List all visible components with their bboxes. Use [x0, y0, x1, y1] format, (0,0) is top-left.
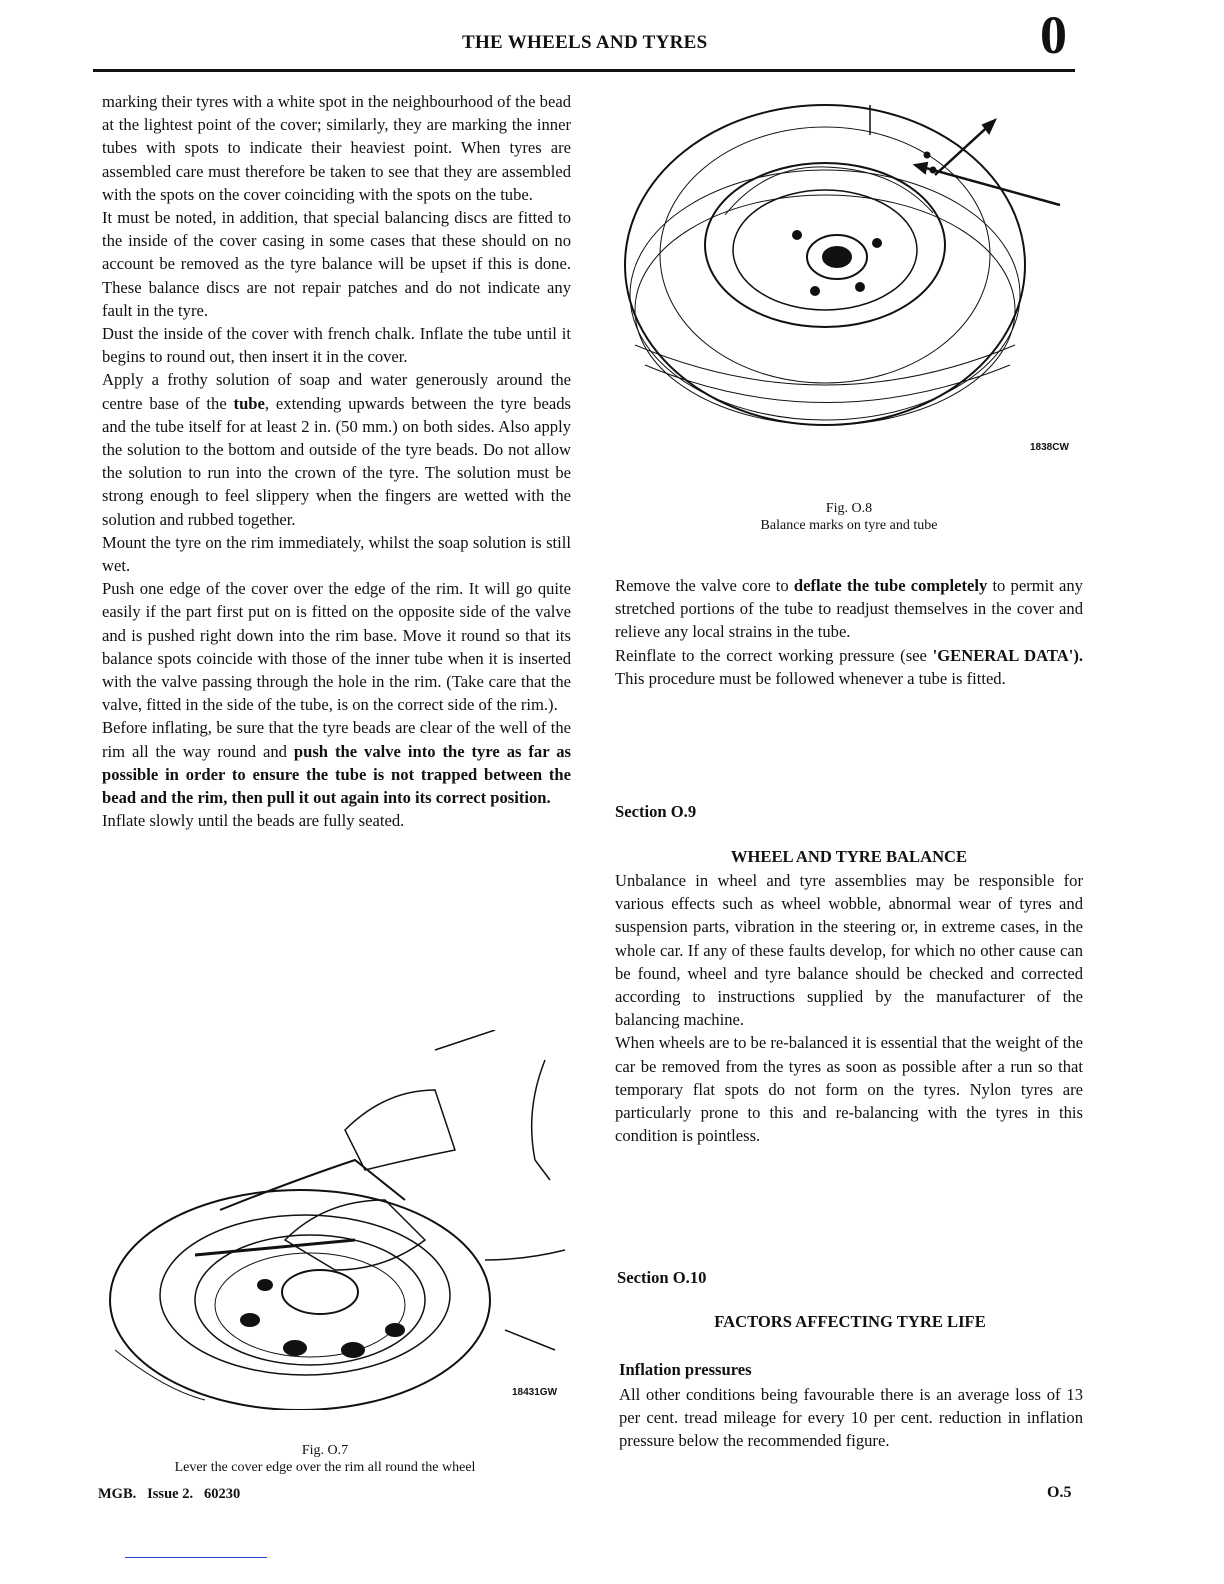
figure-caption [105, 1442, 545, 1476]
paragraph: When wheels are to be re-balanced it is essential that the weight of the car be removed from the tyres as soon as possible after a run so that temporary flat spots do not form on the tyres. Nylon tyres are particularly prone to this and re-balancing with the tyres in this condition is pointless. [615, 1033, 1083, 1146]
paragraph: Mount the tyre on the rim immediately, whilst the soap solution is still wet. [102, 532, 571, 576]
paragraph: marking their tyres with a white spot in the neighbourhood of the bead at the lightest point of the cover; similarly, they are marking the inner tubes with spots to indicate their heaviest point. When tyres are assembled care must therefore be taken to see that they are assembled with the spots on the cover coinciding with the spots on the tube. [102, 92, 571, 204]
paragraph: Unbalance in wheel and tyre assemblies may be responsible for various effects such as wheel wobble, abnormal wear of tyres and suspension parts, vibration in the steering or, in extreme cases, in the whole car. If any of these faults develop, for which no other cause can be found, wheel and tyre balance should be checked and corrected according to instructions supplied by the manufacturer of the balancing machine. [615, 871, 1083, 1030]
figure-caption-text: Lever the cover edge over the rim all round the wheel [174, 1460, 476, 1475]
paragraph: All other conditions being favourable there is an average loss of 13 per cent. tread mileage for every 10 per cent. reduction in inflation pressure below the recommended figure. [619, 1385, 1083, 1451]
section-label: Section O.9 [615, 802, 697, 821]
figure-number: Fig. O.8 [825, 501, 873, 516]
figure-id: 18431GW [512, 1387, 558, 1398]
figure-caption-text: Balance marks on tyre and tube [760, 518, 938, 533]
subheading: Inflation pressures [619, 1360, 752, 1379]
paragraph: It must be noted, in addition, that special balancing discs are fitted to the inside of the cover casing in some cases that these should on no account be removed as the tyre balance will be upset if this is done. These balance discs are not repair patches and do not indicate any fault in the tyre. [102, 208, 571, 320]
footer-issue: MGB. Issue 2. 60230 [98, 1486, 241, 1502]
section-heading: WHEEL AND TYRE BALANCE [730, 847, 968, 866]
figure-id: 1838CW [1030, 442, 1069, 453]
fig-o8-illustration [615, 95, 1085, 445]
hub [282, 1270, 358, 1314]
paragraph: Reinflate to the correct working pressure (see 'GENERAL DATA'). This procedure must be followed whenever a tube is fitted. [615, 645, 1083, 688]
section-text [615, 869, 1083, 1147]
section-heading: FACTORS AFFECTING TYRE LIFE [714, 1312, 986, 1331]
hand [345, 1090, 455, 1170]
paragraph: Before inflating, be sure that the tyre beads are clear of the well of the rim all the way round and push the valve into the tyre as far as possible in order to ensure the tube is not trapped between the bead and the rim, then pull it out again into its correct position. [102, 718, 571, 808]
tyre-outer [110, 1190, 490, 1410]
rim [733, 190, 917, 310]
tyre-lever [195, 1240, 355, 1255]
paragraph: Dust the inside of the cover with french chalk. Inflate the tube until it begins to round out, then insert it in the cover. [102, 324, 571, 367]
left-column-text [102, 90, 571, 833]
figure-caption [615, 500, 1083, 534]
page-number: O.5 [1047, 1484, 1072, 1501]
figure-number: Fig. O.7 [301, 1443, 349, 1458]
footer-divider [125, 1557, 267, 1558]
tyre-outer [625, 105, 1025, 425]
fig-o7-illustration [105, 1030, 575, 1410]
page-title: THE WHEELS AND TYRES [462, 32, 708, 53]
right-column-text [615, 574, 1083, 690]
section-letter: 0 [1040, 5, 1067, 65]
paragraph: Push one edge of the cover over the edge of the rim. It will go quite easily if the part first put on is fitted on the opposite side of the valve and is pushed right down into the rim base. Move it round so that its balance spots coincide with those of the inner tube when it is inserted with the valve passing through the hole in the rim. (Take care that the valve, fitted in the side of the tube, is on the correct side of the rim.). [102, 579, 571, 715]
paragraph: Apply a frothy solution of soap and water generously around the centre base of the tube, extending upwards between the tyre beads and the tube itself for at least 2 in. (50 mm.) on both sides. Also apply the solution to the bottom and outside of the tyre beads. Do not allow the solution to run into the crown of the tyre. The solution must be strong enough to feel slippery when the fingers are wetted with the solution and rubbed together. [102, 370, 571, 529]
paragraph: Inflate slowly until the beads are fully seated. [102, 811, 405, 831]
tyre-inner-bead [705, 163, 945, 327]
paragraph: Remove the valve core to deflate the tube completely to permit any stretched portions of the tube to readjust themselves in the cover and relieve any local strains in the tube. [615, 576, 1083, 642]
header-divider [93, 69, 1075, 72]
section-text [619, 1383, 1083, 1453]
section-label: Section O.10 [617, 1268, 707, 1287]
